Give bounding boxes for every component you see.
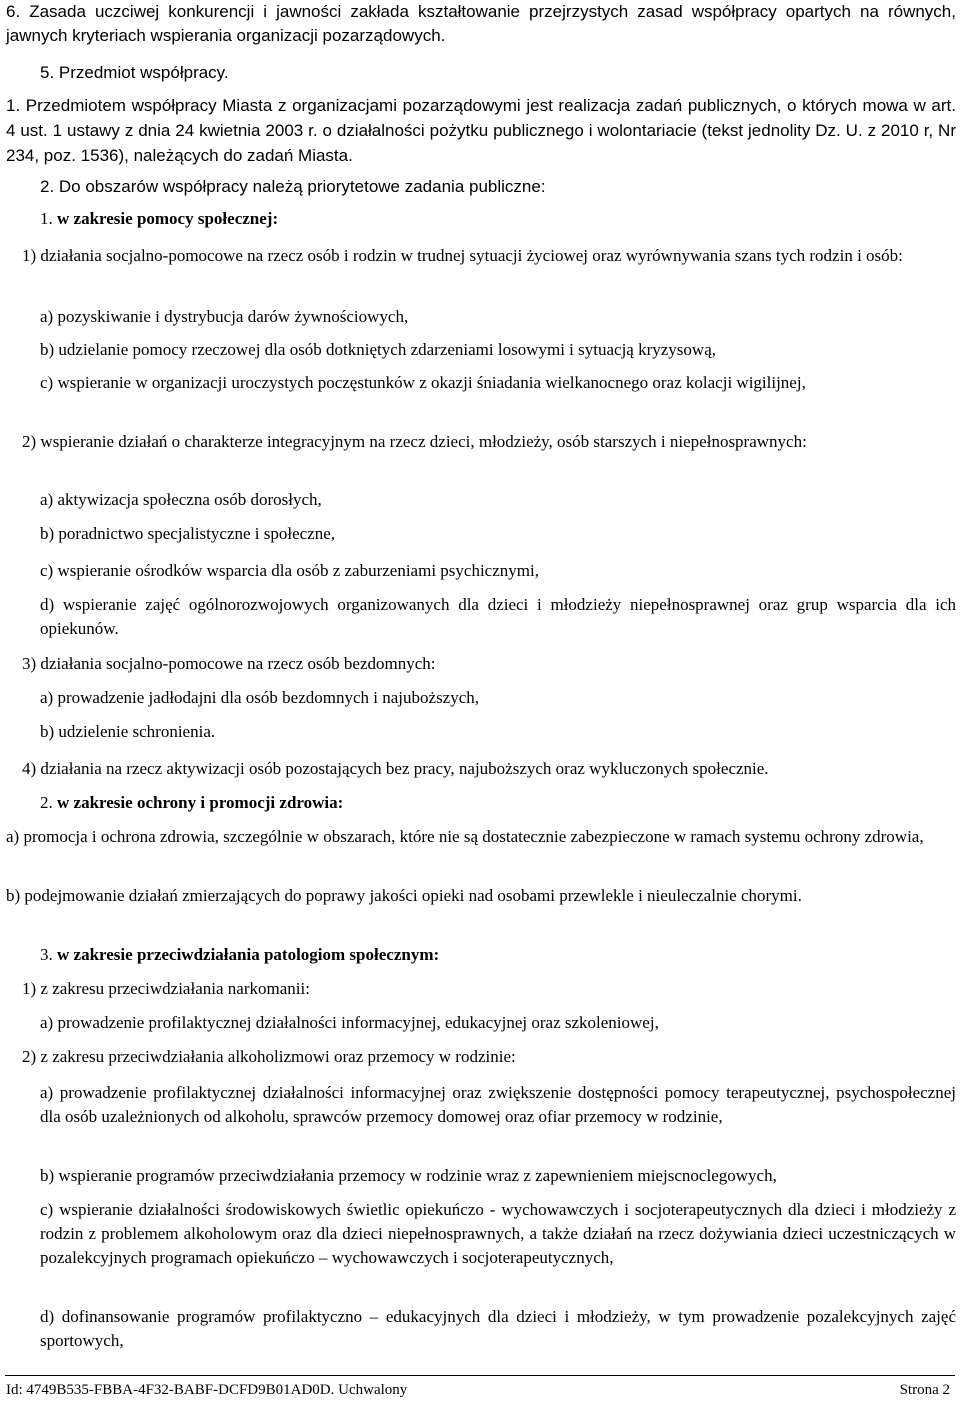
paragraph-subject-1: 1. Przedmiotem współpracy Miasta z organizacjami pozarządowymi jest realizacja zadań publicznych, o których mowa w art. 4 ust. 1 ustawy z dnia 24 kwietnia 2003 r. o działalności pożytku publicznego i wolontariacie (tekst jednolity Dz. U. z 2010 r, Nr 234, poz. 1536), należących do zadań Miasta. — [6, 96, 956, 165]
list-item: 1) działania socjalno-pomocowe na rzecz osób i rodzin w trudnej sytuacji życiowej oraz wyrównywania szans tych rodzin i osób: — [22, 246, 903, 265]
list-item: c) wspieranie w organizacji uroczystych poczęstunków z okazji śniadania wielkanocnego oraz kolacji wigilijnej, — [40, 373, 806, 392]
list-item: b) wspieranie programów przeciwdziałania przemocy w rodzinie wraz z zapewnieniem miejscnoclegowych, — [40, 1166, 777, 1185]
list-item: a) prowadzenie profilaktycznej działalności informacyjnej, edukacyjnej oraz szkoleniowej, — [40, 1013, 659, 1032]
list-item: a) prowadzenie jadłodajni dla osób bezdomnych i najuboższych, — [40, 688, 480, 707]
list-item: d) wspieranie zajęć ogólnorozwojowych organizowanych dla dzieci i młodzieży niepełnosprawnej oraz grup wsparcia dla ich opiekunów. — [40, 595, 956, 638]
section-2-heading — [40, 791, 940, 815]
list-item: b) udzielenie schronienia. — [40, 722, 216, 741]
list-item: a) promocja i ochrona zdrowia, szczególnie w obszarach, które nie są dostatecznie zabezpieczone w ramach systemu ochrony zdrowia, — [6, 827, 924, 846]
section-number: 1. — [40, 209, 53, 228]
footer-divider — [5, 1375, 955, 1376]
list-item: a) prowadzenie profilaktycznej działalności informacyjnej oraz zwiększenie dostępności pomocy terapeutycznej, psychospołecznej dla osób uzależnionych od alkoholu, sprawców przemocy domowej oraz ofiar przemocy w rodzinie, — [40, 1083, 956, 1126]
section-number: 2. — [40, 793, 53, 812]
section-5-heading: 5. Przedmiot współpracy. — [40, 63, 229, 82]
section-3-heading — [40, 943, 940, 967]
list-item: 3) działania socjalno-pomocowe na rzecz osób bezdomnych: — [22, 654, 436, 673]
list-item: d) dofinansowanie programów profilaktyczno – edukacyjnych dla dzieci i młodzieży, w tym prowadzenie pozalekcyjnych zajęć sportowych, — [40, 1307, 956, 1350]
list-item: 2) wspieranie działań o charakterze integracyjnym na rzecz dzieci, młodzieży, osób starszych i niepełnosprawnych: — [22, 432, 807, 451]
list-item: a) aktywizacja społeczna osób dorosłych, — [40, 490, 322, 509]
section-title: w zakresie ochrony i promocji zdrowia: — [57, 793, 344, 812]
list-item: b) poradnictwo specjalistyczne i społeczne, — [40, 524, 336, 543]
section-title: w zakresie pomocy społecznej: — [57, 209, 279, 228]
paragraph-subject-2: 2. Do obszarów współpracy należą priorytetowe zadania publiczne: — [40, 177, 546, 196]
document-id: Id: 4749B535-FBBA-4F32-BABF-DCFD9B01AD0D. Uchwalony — [6, 1382, 408, 1398]
list-item: 2) z zakresu przeciwdziałania alkoholizmowi oraz przemocy w rodzinie: — [22, 1047, 516, 1066]
list-item: b) podejmowanie działań zmierzających do poprawy jakości opieki nad osobami przewlekle i nieuleczalnie chorymi. — [6, 886, 802, 905]
list-item: b) udzielanie pomocy rzeczowej dla osób dotkniętych zdarzeniami losowymi i sytuacją kryzysową, — [40, 340, 716, 359]
paragraph-6: 6. Zasada uczciwej konkurencji i jawności zakłada kształtowanie przejrzystych zasad współpracy opartych na równych, jawnych kryteriach wspierania organizacji pozarządowych. — [6, 2, 956, 45]
list-item: a) pozyskiwanie i dystrybucja darów żywnościowych, — [40, 307, 409, 326]
section-1-heading — [40, 207, 940, 231]
section-number: 3. — [40, 945, 53, 964]
list-item: c) wspieranie ośrodków wsparcia dla osób z zaburzeniami psychicznymi, — [40, 561, 539, 580]
list-item: 4) działania na rzecz aktywizacji osób pozostających bez pracy, najuboższych oraz wykluczonych społecznie. — [22, 759, 769, 778]
list-item: c) wspieranie działalności środowiskowych świetlic opiekuńczo - wychowawczych i socjoterapeutycznych dla dzieci i młodzieży z rodzin z problemem alkoholowym oraz dla dzieci niepełnosprawnych, a także działań na rzecz dożywiania dzieci uczestniczących w pozalekcyjnych programach opiekuńczo – wychowawczych i socjoterapeutycznych, — [40, 1200, 956, 1267]
section-title: w zakresie przeciwdziałania patologiom społecznym: — [57, 945, 440, 964]
list-item: 1) z zakresu przeciwdziałania narkomanii: — [22, 979, 310, 998]
page-number: Strona 2 — [899, 1382, 950, 1398]
